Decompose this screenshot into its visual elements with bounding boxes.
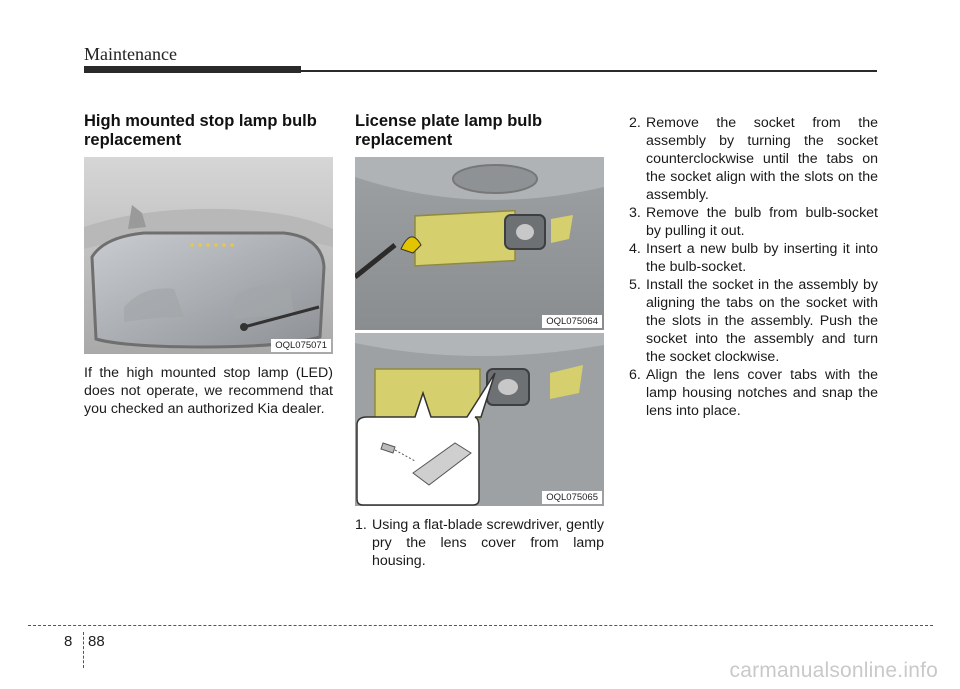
step-text: Align the lens cover tabs with the lamp housing notches and snap the lens into place. <box>646 367 878 419</box>
section-heading-license-lamp: License plate lamp bulb replacement <box>355 112 543 149</box>
step-number: 6. <box>629 367 641 383</box>
page-section-number: 8 <box>64 633 73 650</box>
license-lamp-pry-illustration <box>355 157 604 330</box>
step-item-3 <box>629 204 878 240</box>
rear-window-illustration <box>84 157 333 354</box>
figure-license-lamp-assembly <box>355 333 604 506</box>
footer-vertical-divider <box>83 632 84 668</box>
step-item-5 <box>629 276 878 366</box>
section-heading-stop-lamp: High mounted stop lamp bulb replacement <box>84 112 317 149</box>
step-text: Remove the socket from the assembly by turning the socket counterclockwise until the tabs on the socket align with the slots on the assembly. <box>646 115 878 203</box>
step-number: 1. <box>355 517 367 533</box>
step-item-4 <box>629 240 878 276</box>
step-item-2 <box>629 114 878 204</box>
figure-license-lamp-pry <box>355 157 604 330</box>
page-number: 88 <box>88 633 105 650</box>
step-item-6 <box>629 366 878 420</box>
step-text: Insert a new bulb by inserting it into the bulb-socket. <box>646 241 878 275</box>
page-header-title: Maintenance <box>84 44 177 64</box>
step-text: Remove the bulb from bulb-socket by pulling it out. <box>646 205 878 239</box>
figure-code-label: OQL075071 <box>271 339 331 352</box>
license-lamp-assembly-illustration <box>355 333 604 506</box>
step-item-1 <box>355 516 604 570</box>
header-rule-thick <box>84 66 301 73</box>
header-rule-thin <box>301 70 877 72</box>
license-lamp-steps-list-continued <box>629 114 878 420</box>
footer-divider <box>28 625 933 626</box>
figure-code-label: OQL075064 <box>542 315 602 328</box>
figure-code-label: OQL075065 <box>542 491 602 504</box>
step-text: Using a flat-blade screwdriver, gently pry the lens cover from lamp housing. <box>372 517 604 569</box>
figure-rear-window-stop-lamp <box>84 157 333 354</box>
step-number: 3. <box>629 205 641 221</box>
license-lamp-steps-list <box>355 516 604 570</box>
step-number: 4. <box>629 241 641 257</box>
stop-lamp-paragraph: If the high mounted stop lamp (LED) does not operate, we recommend that you checked an authorized Kia dealer. <box>84 365 333 417</box>
step-text: Install the socket in the assembly by aligning the tabs on the socket with the slots in the assembly. Push the socket into the assembly and turn the socket clockwise. <box>646 277 878 365</box>
watermark-text: carmanualsonline.info <box>729 659 938 682</box>
step-number: 5. <box>629 277 641 293</box>
step-number: 2. <box>629 115 641 131</box>
